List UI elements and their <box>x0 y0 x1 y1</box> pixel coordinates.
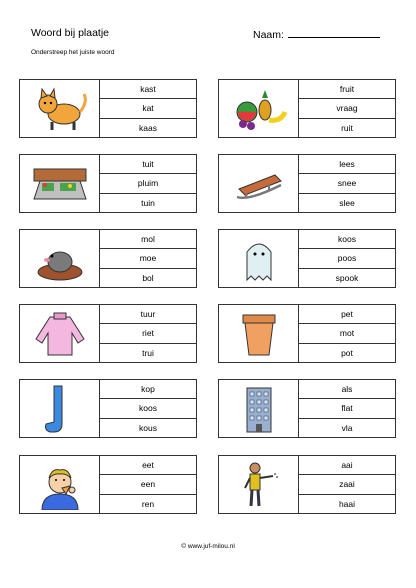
word-option[interactable]: mol <box>100 230 196 249</box>
word-option[interactable]: een <box>100 475 196 494</box>
word-card-3 <box>19 154 197 213</box>
word-option[interactable]: pluim <box>100 174 196 193</box>
sled-icon <box>219 155 299 212</box>
page-title: Woord bij plaatje <box>31 27 110 39</box>
word-card-8 <box>218 304 396 363</box>
word-option[interactable]: bol <box>142 272 154 283</box>
word-option[interactable]: eet <box>100 456 196 475</box>
word-option[interactable]: pet <box>299 305 395 324</box>
word-option[interactable]: tuur <box>100 305 196 324</box>
word-card-7 <box>19 304 197 363</box>
word-option[interactable]: riet <box>100 324 196 343</box>
word-option[interactable]: mot <box>299 324 395 343</box>
word-option[interactable]: ren <box>141 498 155 509</box>
word-card-9 <box>19 379 197 438</box>
word-option[interactable]: tuin <box>141 197 155 208</box>
word-option[interactable]: lees <box>299 155 395 174</box>
word-option[interactable]: pot <box>341 347 353 358</box>
cat-icon <box>20 80 100 137</box>
sock-icon <box>20 380 100 437</box>
word-option[interactable]: koos <box>100 399 196 418</box>
name-label: Naam: <box>253 29 284 41</box>
word-option[interactable]: haai <box>338 498 356 509</box>
word-card-6 <box>218 229 396 288</box>
word-option[interactable]: tuit <box>100 155 196 174</box>
word-option[interactable]: vla <box>341 422 353 433</box>
word-option[interactable]: spook <box>335 272 359 283</box>
word-card-5 <box>19 229 197 288</box>
word-card-1 <box>19 79 197 138</box>
word-card-2 <box>218 79 396 138</box>
word-option[interactable]: moe <box>100 249 196 268</box>
word-option[interactable]: als <box>299 380 395 399</box>
word-option[interactable]: flat <box>299 399 395 418</box>
word-option[interactable]: kop <box>100 380 196 399</box>
word-option[interactable]: kous <box>139 422 157 433</box>
word-option[interactable]: ruit <box>341 122 353 133</box>
name-write-line <box>288 27 380 38</box>
instruction-text: Onderstreep het juiste woord <box>31 49 115 56</box>
footer-copyright: © www.juf-milou.nl <box>181 543 235 550</box>
word-option[interactable]: kast <box>100 80 196 99</box>
word-card-4 <box>218 154 396 213</box>
word-option[interactable]: kaas <box>139 122 157 133</box>
word-option[interactable]: fruit <box>299 80 395 99</box>
word-option[interactable]: zaai <box>299 475 395 494</box>
word-card-11 <box>19 455 197 514</box>
man-waving-icon <box>219 456 299 513</box>
mole-icon <box>20 230 100 287</box>
garden-icon <box>20 155 100 212</box>
boy-eating-icon <box>20 456 100 513</box>
word-card-12 <box>218 455 396 514</box>
word-option[interactable]: koos <box>299 230 395 249</box>
flowerpot-icon <box>219 305 299 362</box>
word-option[interactable]: poos <box>299 249 395 268</box>
fruit-icon <box>219 80 299 137</box>
word-option[interactable]: vraag <box>299 99 395 118</box>
word-option[interactable]: trui <box>142 347 154 358</box>
word-option[interactable]: snee <box>299 174 395 193</box>
apartment-building-icon <box>219 380 299 437</box>
sweater-icon <box>20 305 100 362</box>
word-option[interactable]: slee <box>339 197 355 208</box>
word-option[interactable]: aai <box>299 456 395 475</box>
name-field <box>253 27 380 41</box>
word-option[interactable]: kat <box>100 99 196 118</box>
ghost-icon <box>219 230 299 287</box>
word-card-10 <box>218 379 396 438</box>
